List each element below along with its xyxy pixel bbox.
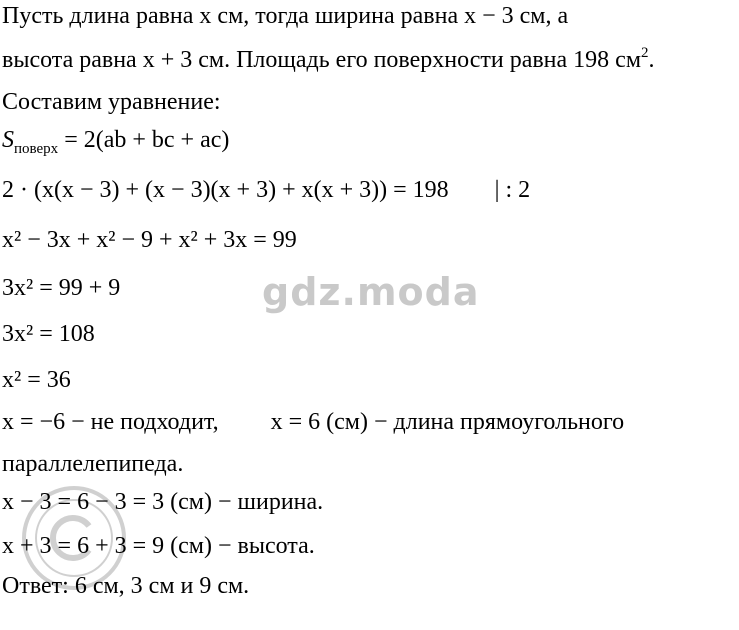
root-positive: x = 6 (см) − длина прямоугольного [270, 409, 625, 435]
equation-divide-note: | : 2 [494, 177, 531, 203]
text-line-2-exponent: 2 [641, 45, 649, 61]
formula-s-symbol: S [2, 127, 14, 153]
equation-line-4: 3x² = 108 [2, 321, 95, 347]
copyright-seal-icon [14, 478, 134, 598]
text-line-parallelepiped: параллелепипеда. [2, 451, 184, 477]
text-line-3: Составим уравнение: [2, 89, 221, 115]
watermark-logo: gdz.moda [262, 270, 480, 314]
equation-line-5: x² = 36 [2, 367, 71, 393]
formula-surface-area [2, 126, 230, 157]
text-line-2-end: . [648, 47, 655, 73]
equation-line-1 [2, 176, 530, 204]
formula-rest: = 2(ab + bc + ac) [58, 127, 230, 153]
roots-line [2, 408, 624, 436]
text-line-1: Пусть длина равна x см, тогда ширина равна x − 3 см, а [2, 3, 569, 29]
text-line-2 [2, 46, 655, 74]
width-line: x − 3 = 6 − 3 = 3 (см) − ширина. [2, 489, 324, 515]
formula-s-subscript: поверх [14, 141, 59, 157]
answer-line: Ответ: 6 см, 3 см и 9 см. [2, 573, 250, 599]
equation-line-3: 3x² = 99 + 9 [2, 275, 121, 301]
equation-main: 2 · (x(x − 3) + (x − 3)(x + 3) + x(x + 3)) = 198 [2, 177, 449, 203]
root-negative: x = −6 − не подходит, [2, 409, 219, 435]
text-line-2-main: высота равна x + 3 см. Площадь его поверхности равна 198 см [2, 47, 642, 73]
equation-line-2: x² − 3x + x² − 9 + x² + 3x = 99 [2, 227, 297, 253]
height-line: x + 3 = 6 + 3 = 9 (см) − высота. [2, 533, 315, 559]
